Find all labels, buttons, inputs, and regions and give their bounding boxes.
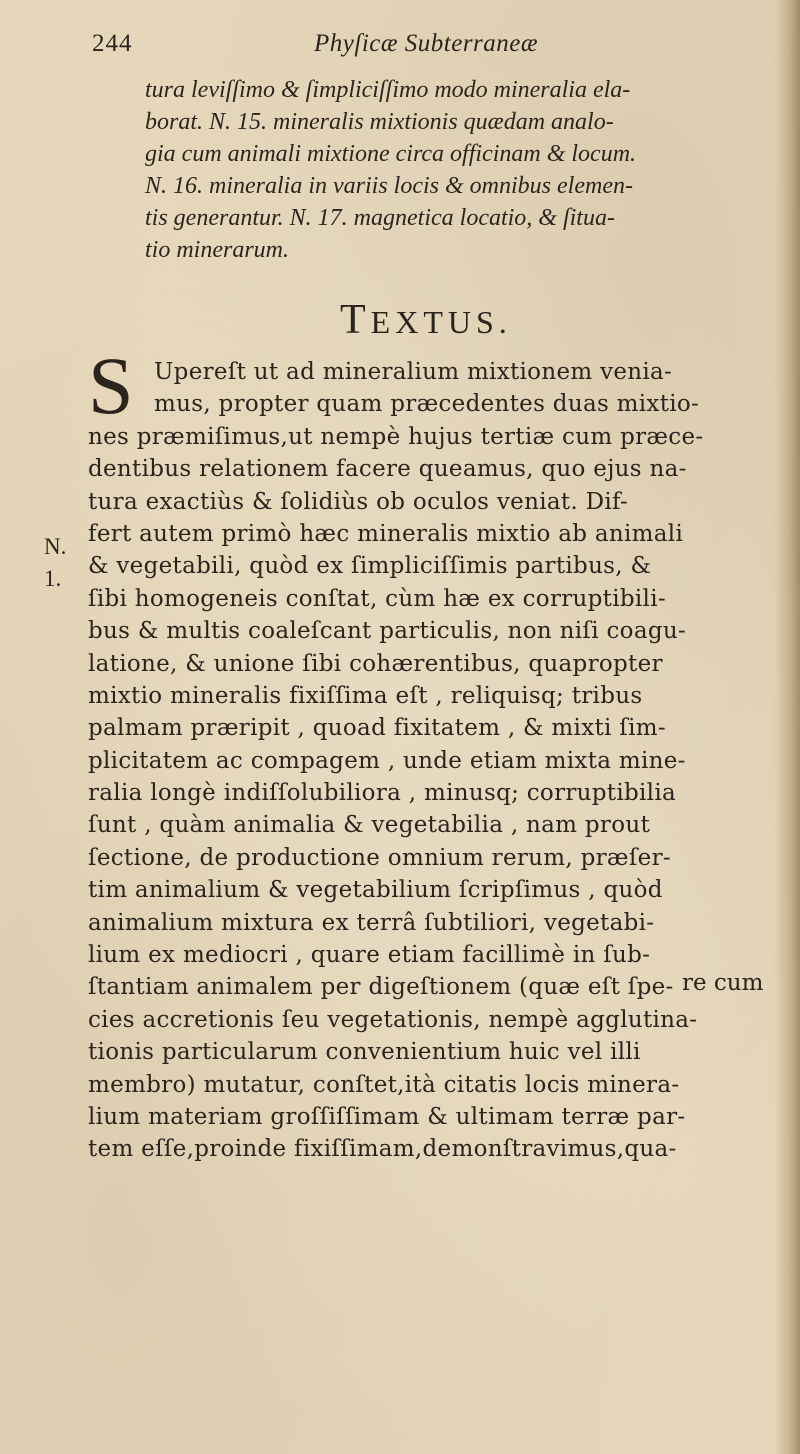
body-line: membro) mutatur, conſtet,ità citatis locis minera-	[88, 1071, 680, 1098]
chapter-summary	[145, 74, 785, 266]
body-line: ſtantiam animalem per digeſtionem (quæ eſt ſpe-	[88, 974, 674, 1001]
body-line: animalium mixtura ex terrâ ſubtiliori, vegetabi-	[88, 909, 655, 936]
body-line: ſectione, de productione omnium rerum, præſer-	[88, 844, 671, 871]
body-line: ſibi homogeneis conſtat, cùm hæ ex corruptibili-	[88, 585, 666, 612]
heading-initial: T	[340, 297, 371, 343]
body-text	[88, 356, 793, 1166]
body-line: palmam præripit , quoad fixitatem , & mixti ſim-	[88, 715, 666, 742]
body-line: ſunt , quàm animalia & vegetabilia , nam prout	[88, 812, 651, 839]
margin-note: 1.	[44, 566, 62, 591]
body-line: ralia longè indiſſolubiliora , minusq; corruptibilia	[88, 780, 677, 807]
body-line: cies accretionis ſeu vegetationis, nempè agglutina-	[88, 1006, 698, 1033]
body-line: tem eſſe,proinde fixiſſimam,demonſtravimus,qua-	[88, 1136, 677, 1163]
catchword: re cum	[682, 970, 764, 996]
summary-line: tio minerarum.	[145, 237, 289, 263]
body-line: latione, & unione ſibi cohærentibus, quapropter	[88, 650, 663, 677]
running-head	[92, 30, 782, 70]
summary-line: tura leviſſimo & ſimpliciſſimo modo mineralia ela-	[145, 77, 631, 103]
summary-line: N. 16. mineralia in variis locis & omnibus elemen-	[145, 173, 633, 199]
page-number: 244	[92, 30, 133, 57]
body-line: lium ex mediocri , quare etiam facillimè in ſub-	[88, 942, 651, 969]
body-line: & vegetabili, quòd ex ſimpliciſſimis partibus, &	[88, 553, 652, 580]
body-line: nes præmiſimus,ut nempè hujus tertiæ cum præce-	[88, 423, 704, 450]
body-line: lium materiam groſſiſſimam & ultimam terræ par-	[88, 1103, 686, 1130]
summary-line: tis generantur. N. 17. magnetica locatio, & ſitua-	[145, 205, 615, 231]
body-line: dentibus relationem facere queamus, quo ejus na-	[88, 456, 687, 483]
body-line: fert autem primò hæc mineralis mixtio ab animali	[88, 520, 684, 547]
summary-line: gia cum animali mixtione circa officinam & locum.	[145, 141, 637, 167]
heading-rest: EXTUS.	[370, 304, 512, 340]
section-heading	[340, 296, 512, 344]
running-title: Phyſicæ Subterraneæ	[314, 30, 539, 57]
body-line: plicitatem ac compagem , unde etiam mixta mine-	[88, 747, 686, 774]
drop-cap: S	[88, 340, 134, 431]
summary-line: borat. N. 15. mineralis mixtionis quædam analo-	[145, 109, 614, 135]
body-line: mus, propter quam præcedentes duas mixtio-	[154, 391, 700, 418]
body-line: Upereſt ut ad mineralium mixtionem venia-	[154, 359, 673, 385]
margin-note: N.	[44, 534, 67, 559]
body-line: tura exactiùs & ſolidiùs ob oculos veniat. Dif-	[88, 488, 629, 515]
body-line: tim animalium & vegetabilium ſcripſimus , quòd	[88, 877, 663, 904]
body-line: bus & multis coaleſcant particulis, non niſi coagu-	[88, 618, 687, 645]
body-line: mixtio mineralis fixiſſima eſt , reliquisq; tribus	[88, 682, 643, 709]
body-line: tionis particularum convenientium huic vel illi	[88, 1039, 641, 1066]
